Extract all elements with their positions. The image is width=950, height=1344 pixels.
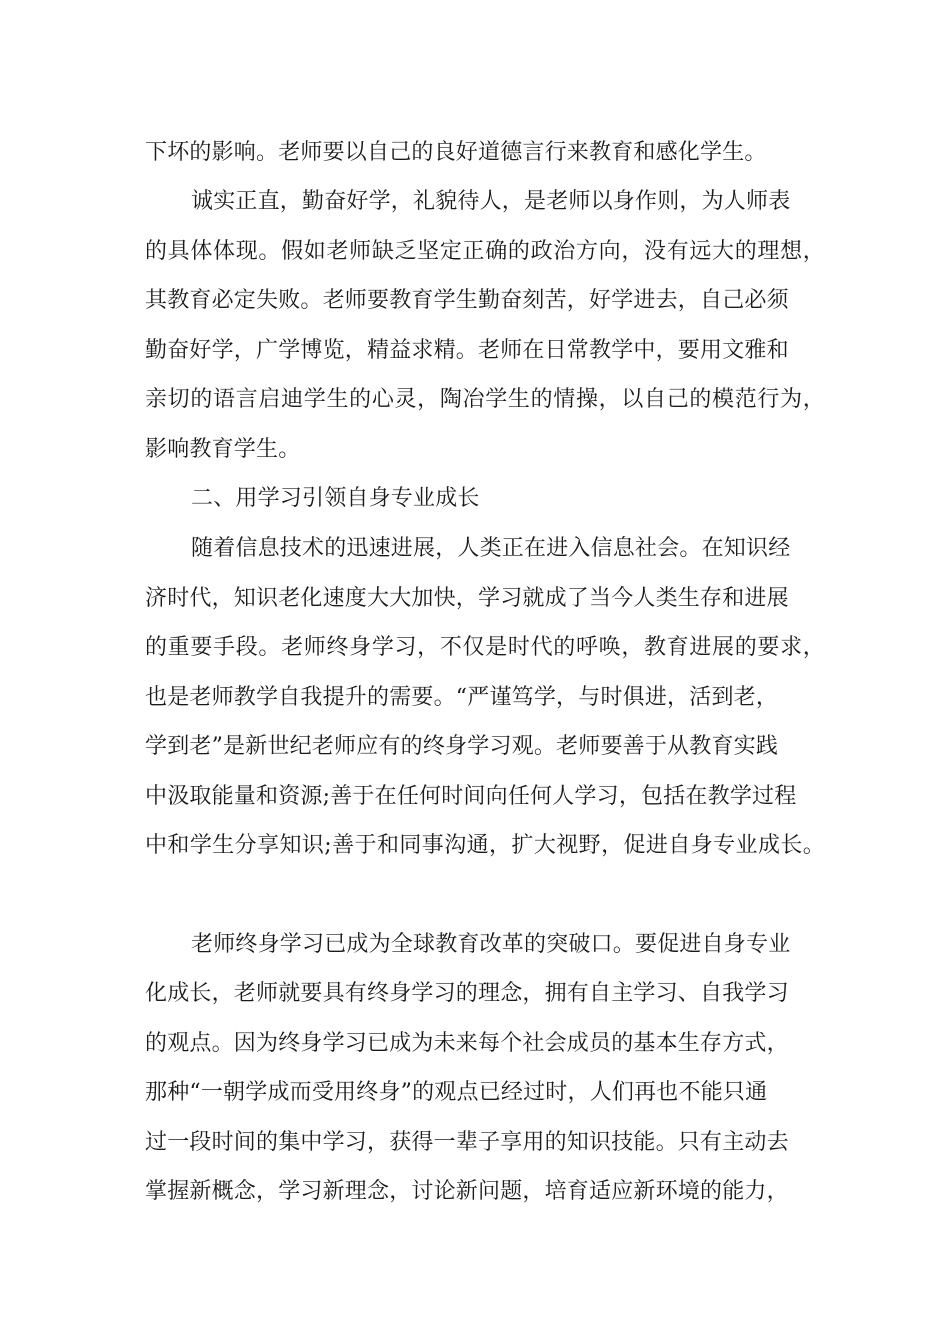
text-line: 随着信息技术的迅速进展，人类正在进入信息社会。在知识经 bbox=[191, 536, 791, 561]
text-line: 的重要手段。老师终身学习，不仅是时代的呼唤，教育进展的要求， bbox=[145, 635, 825, 660]
text-line: 的观点。因为终身学习已成为未来每个社会成员的基本生存方式， bbox=[145, 1031, 789, 1056]
text-line: 诚实正直，勤奋好学，礼貌待人，是老师以身作则，为人师表 bbox=[191, 189, 791, 214]
text-line: 济时代，知识老化速度大大加快，学习就成了当今人类生存和进展 bbox=[145, 586, 789, 611]
text-line: 勤奋好学，广学博览，精益求精。老师在日常教学中，要用文雅和 bbox=[145, 338, 789, 363]
text-line: 过一段时间的集中学习，获得一辈子享用的知识技能。只有主动去 bbox=[145, 1130, 789, 1155]
text-line: 老师终身学习已成为全球教育改革的突破口。要促进自身专业 bbox=[191, 932, 791, 957]
text-line: 其教育必定失败。老师要教育学生勤奋刻苦，好学进去，自己必须 bbox=[145, 288, 789, 313]
text-line: 也是老师教学自我提升的需要。“严谨笃学，与时俱进，活到老， bbox=[145, 685, 779, 710]
text-line: 中和学生分享知识;善于和同事沟通，扩大视野，促进自身专业成长。 bbox=[145, 833, 825, 858]
text-line: 掌握新概念，学习新理念，讨论新问题，培育适应新环境的能力， bbox=[145, 1179, 789, 1204]
text-line: 化成长，老师就要具有终身学习的理念，拥有自主学习、自我学习 bbox=[145, 981, 789, 1006]
text-line: 学到老”是新世纪老师应有的终身学习观。老师要善于从教育实践 bbox=[145, 734, 779, 759]
text-line: 亲切的语言启迪学生的心灵，陶冶学生的情操，以自己的模范行为， bbox=[145, 387, 825, 412]
text-line: 那种“一朝学成而受用终身”的观点已经过时，人们再也不能只通 bbox=[145, 1080, 768, 1105]
text-line: 中汲取能量和资源;善于在任何时间向任何人学习，包括在教学过程 bbox=[145, 784, 797, 809]
section-heading: 二、用学习引领自身专业成长 bbox=[191, 486, 480, 511]
text-line: 的具体体现。假如老师缺乏坚定正确的政治方向，没有远大的理想， bbox=[145, 239, 825, 264]
text-line: 影响教育学生。 bbox=[145, 437, 301, 462]
text-line: 下坏的影响。老师要以自己的良好道德言行来教育和感化学生。 bbox=[145, 140, 767, 165]
